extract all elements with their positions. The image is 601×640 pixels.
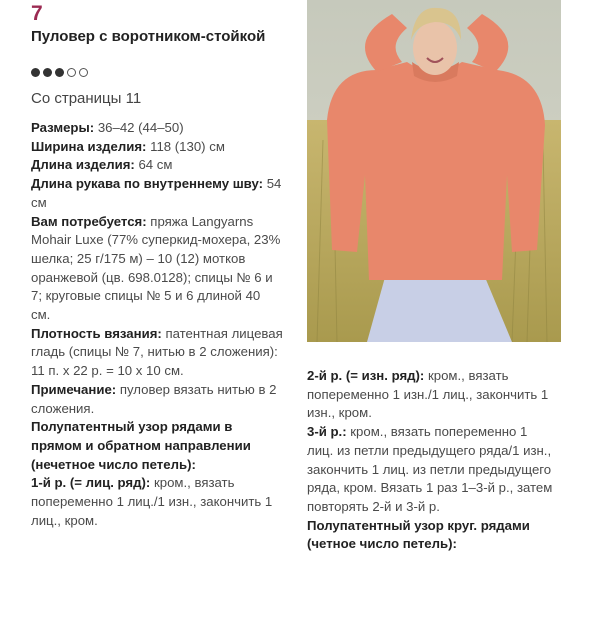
sizes-line: Размеры: 36–42 (44–50) [31, 120, 184, 135]
instructions-left-column [31, 119, 283, 530]
difficulty-dot-filled [55, 68, 64, 77]
gauge-line: Плотность вязания: патентная лицевая гладь (спицы № 7, нитью в 2 сложения): 11 п. x 22 р. = 10 x 10 см. [31, 325, 283, 379]
row1-line: 1-й р. (= лиц. ряд): кром., вязать попеременно 1 лиц./1 изн., закончить 1 лиц., кром. [31, 475, 273, 528]
row3-line: 3-й р.: кром., вязать попеременно 1 лиц. из петли предыдущего ряда/1 изн., закончить 1 лиц. из петли предыдущего ряда, кром. Вязать 1 раз 1–3-й р., затем повторять 2-й и 3-й р. [307, 424, 553, 514]
model-photo [307, 0, 561, 342]
pattern-title: Пуловер с воротником-стойкой [31, 28, 266, 45]
instructions-right-column [307, 367, 557, 554]
source-page: Со страницы 11 [31, 90, 142, 107]
materials-line: Вам потребуется: пряжа Langyarns Mohair Luxe (77% суперкид-мохера, 23% шелка; 25 г/175 м) – 10 (12) мотков оранжевой (цв. 698.0128); спицы № 6 и 7; круговые спицы № 5 и 6 длиной 40 см. [31, 213, 281, 323]
round-heading: Полупатентный узор круг. рядами (четное число петель): [307, 517, 530, 552]
sleeve-line: Длина рукава по внутреннему шву: 54 см [31, 176, 282, 210]
row2-line: 2-й р. (= изн. ряд): кром., вязать попеременно 1 изн./1 лиц., закончить 1 изн., кром. [307, 368, 549, 421]
photo-illustration [307, 0, 561, 342]
width-line: Ширина изделия: 118 (130) см [31, 138, 225, 154]
difficulty-dot-empty [79, 68, 88, 77]
difficulty-dot-filled [31, 68, 40, 77]
difficulty-dot-empty [67, 68, 76, 77]
note-line: Примечание: пуловер вязать нитью в 2 сложения. [31, 381, 277, 416]
difficulty-rating [31, 68, 88, 77]
pattern-heading: Полупатентный узор рядами в прямом и обратном направлении (нечетное число петель): [31, 419, 251, 472]
pattern-number: 7 [31, 2, 43, 25]
difficulty-dot-filled [43, 68, 52, 77]
length-line: Длина изделия: 64 см [31, 157, 173, 173]
